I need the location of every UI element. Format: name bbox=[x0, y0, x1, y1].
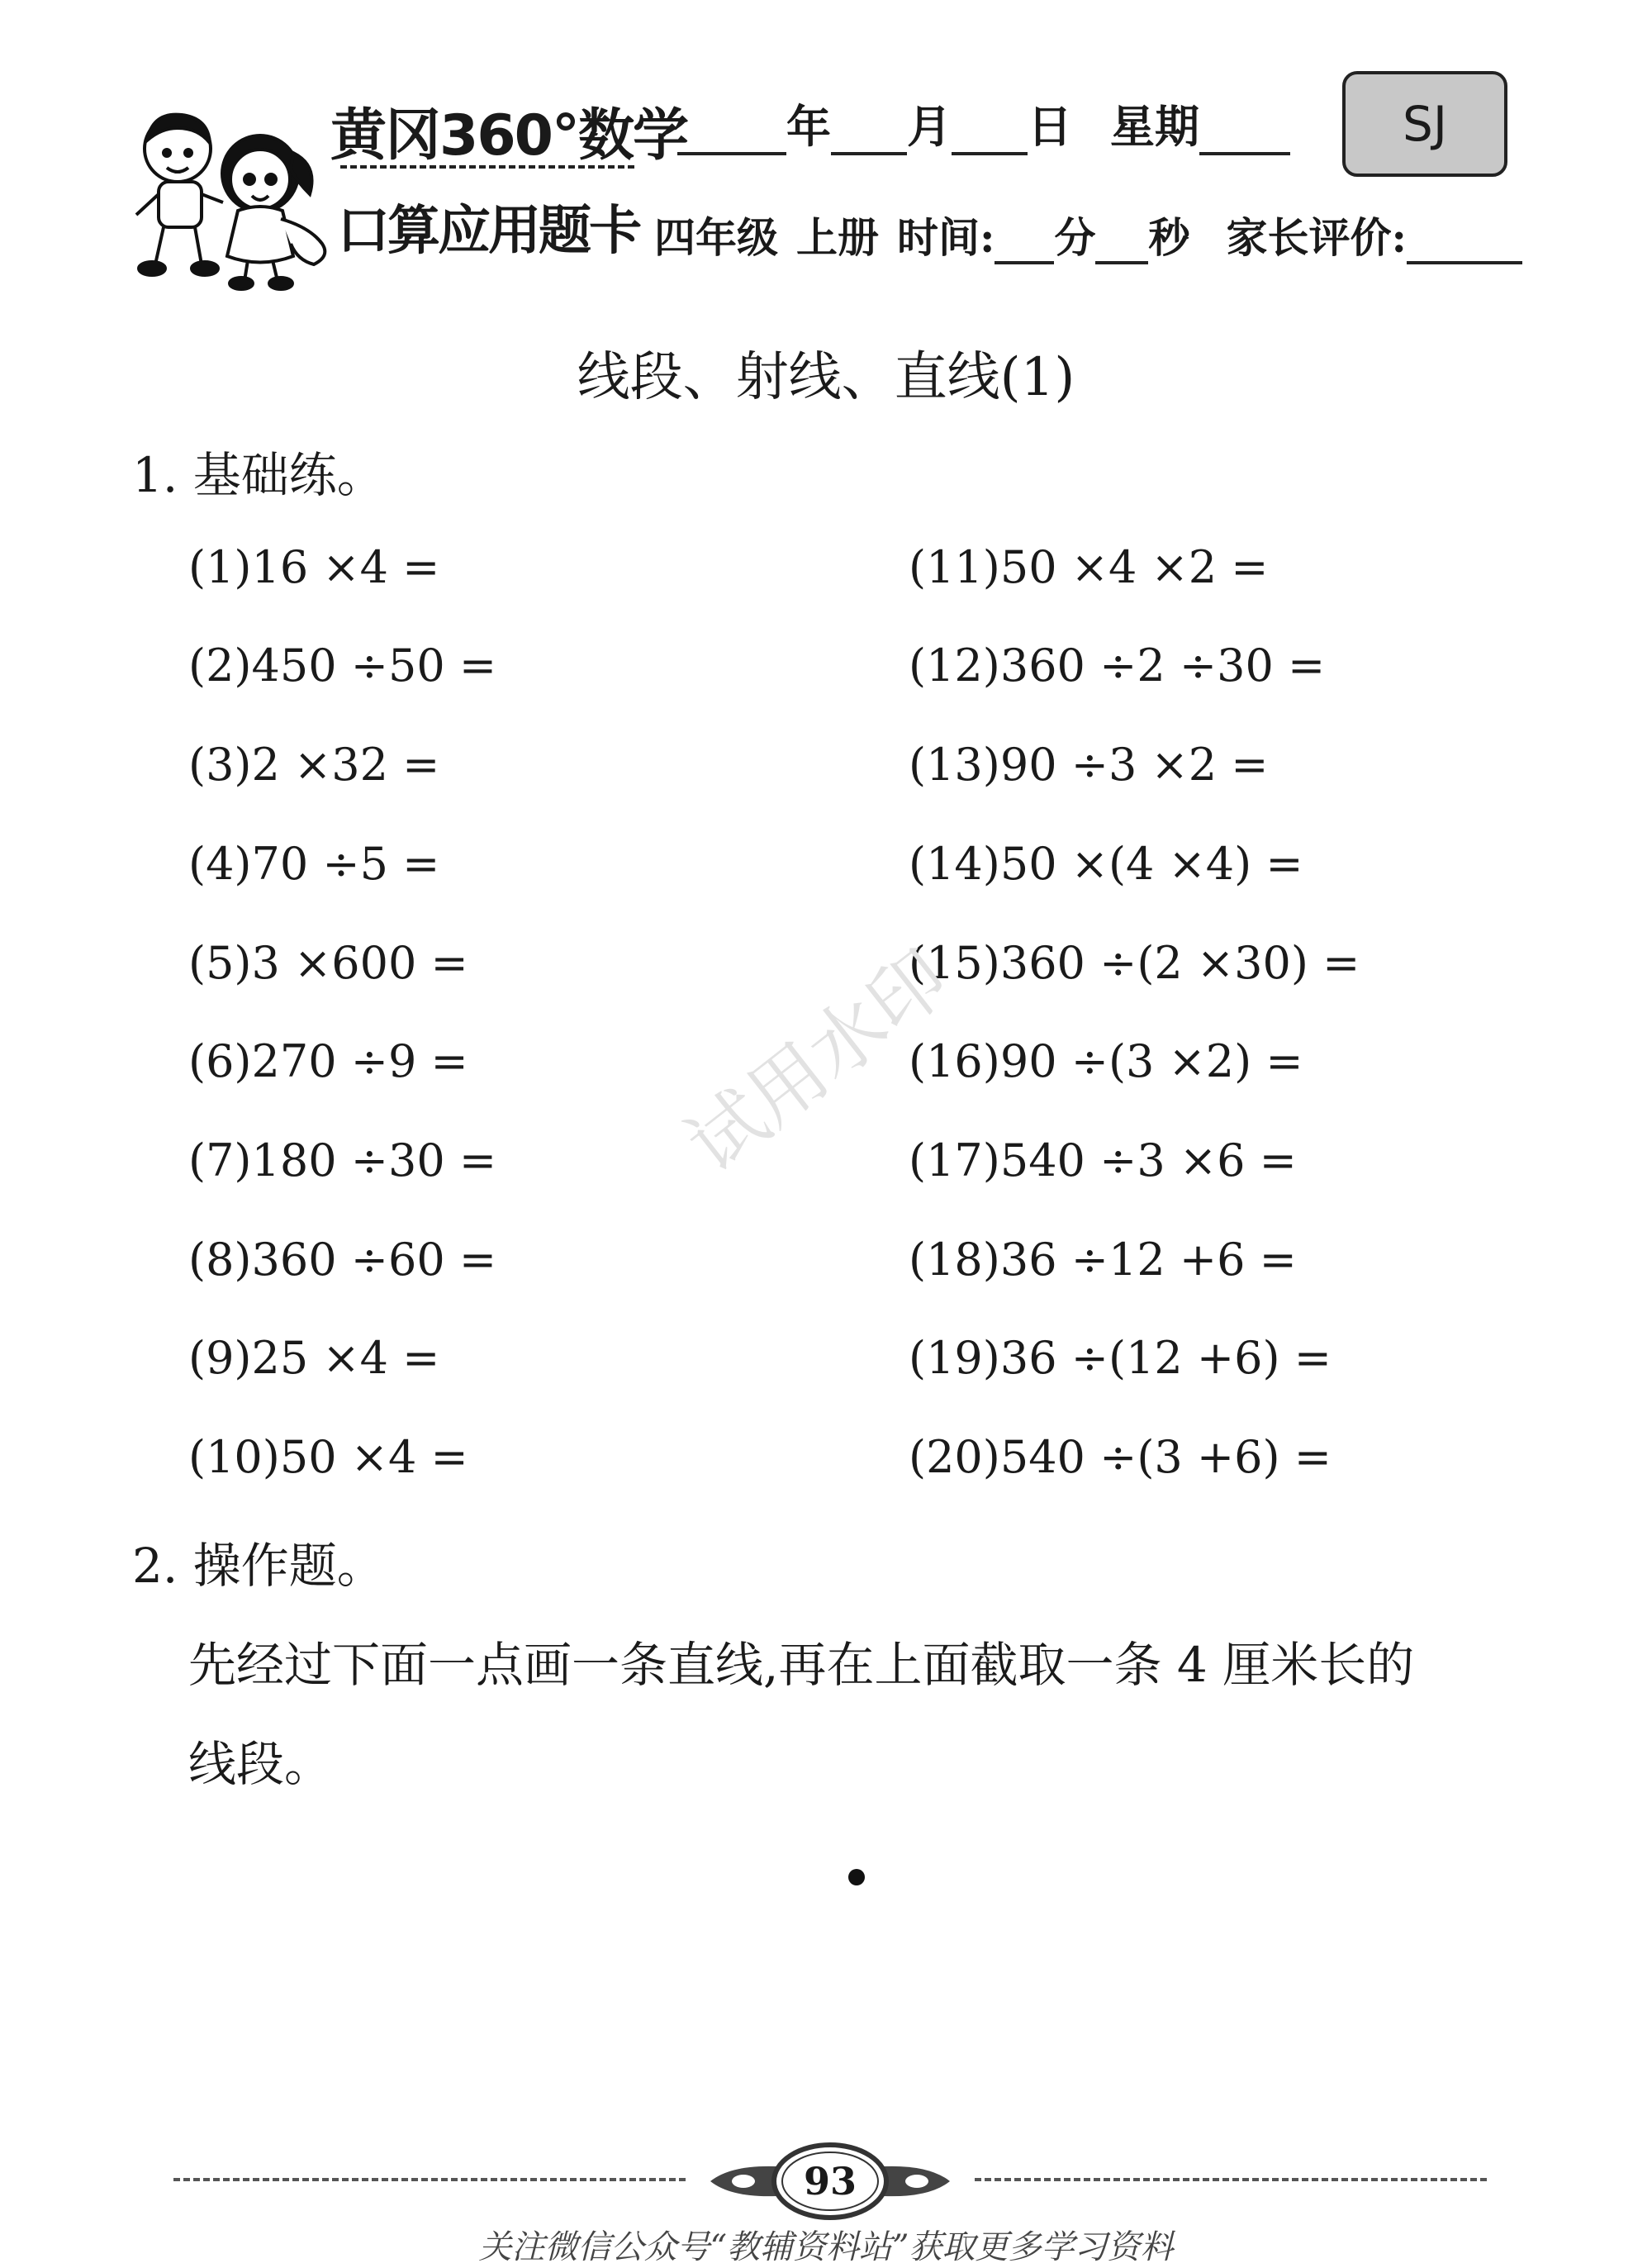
footer-rule-left bbox=[173, 2178, 686, 2181]
question-11: (11)50 ×4 ×2 = bbox=[909, 541, 1269, 593]
question-7: (7)180 ÷30 = bbox=[188, 1134, 497, 1186]
question-1: (1)16 ×4 = bbox=[188, 541, 440, 593]
volume-label: 上册 bbox=[796, 213, 879, 262]
question-16: (16)90 ÷(3 ×2) = bbox=[909, 1035, 1303, 1087]
reference-point bbox=[848, 1869, 865, 1885]
parent-eval-label: 家长评价: bbox=[1226, 213, 1407, 262]
kids-mascot-illustration bbox=[116, 103, 339, 293]
month-blank[interactable] bbox=[831, 106, 907, 155]
watermark: 试用水印 bbox=[671, 933, 966, 1191]
edition-badge: SJ bbox=[1342, 71, 1507, 177]
question-2: (2)450 ÷50 = bbox=[188, 640, 497, 692]
year-label: 年 bbox=[786, 100, 831, 153]
question-19: (19)36 ÷(12 +6) = bbox=[909, 1332, 1332, 1384]
year-blank[interactable] bbox=[677, 106, 786, 155]
question-8: (8)360 ÷60 = bbox=[188, 1234, 497, 1286]
question-3: (3)2 ×32 = bbox=[188, 739, 440, 791]
grade-label: 四年级 bbox=[654, 213, 778, 262]
question-9: (9)25 ×4 = bbox=[188, 1332, 440, 1384]
page-number: 93 bbox=[803, 2159, 857, 2204]
lesson-title: 线段、射线、直线(1) bbox=[577, 347, 1075, 408]
day-label: 日 bbox=[1028, 100, 1072, 153]
seconds-blank[interactable] bbox=[1095, 218, 1148, 264]
question-17: (17)540 ÷3 ×6 = bbox=[909, 1134, 1297, 1186]
question-15: (15)360 ÷(2 ×30) = bbox=[909, 937, 1360, 989]
question-6: (6)270 ÷9 = bbox=[188, 1035, 468, 1087]
brand-title: 黄冈360°数学 bbox=[330, 103, 687, 169]
weekday-blank[interactable] bbox=[1199, 106, 1290, 155]
weekday-label: 星期 bbox=[1110, 100, 1199, 153]
seconds-label: 秒 bbox=[1148, 213, 1190, 262]
question-5: (5)3 ×600 = bbox=[188, 937, 468, 989]
minutes-blank[interactable] bbox=[995, 218, 1054, 264]
brand-divider bbox=[340, 165, 634, 169]
question-14: (14)50 ×(4 ×4) = bbox=[909, 838, 1303, 890]
question-13: (13)90 ÷3 ×2 = bbox=[909, 739, 1269, 791]
question-10: (10)50 ×4 = bbox=[188, 1431, 468, 1483]
footer-rule-right bbox=[975, 2178, 1487, 2181]
month-label: 月 bbox=[907, 100, 952, 153]
section2-heading: 2. 操作题。 bbox=[132, 1538, 385, 1594]
question-12: (12)360 ÷2 ÷30 = bbox=[909, 640, 1326, 692]
info-fields bbox=[654, 207, 1522, 264]
section2-prompt-line2: 线段。 bbox=[188, 1736, 333, 1792]
section1-heading: 1. 基础练。 bbox=[132, 447, 385, 503]
time-label: 时间: bbox=[897, 213, 995, 262]
question-18: (18)36 ÷12 +6 = bbox=[909, 1234, 1297, 1286]
date-fields bbox=[677, 97, 1290, 155]
section2-prompt-line1: 先经过下面一点画一条直线,再在上面截取一条 4 厘米长的 bbox=[188, 1637, 1415, 1693]
question-4: (4)70 ÷5 = bbox=[188, 838, 440, 890]
brand-subtitle: 口算应用题卡 bbox=[337, 201, 639, 262]
parent-eval-blank[interactable] bbox=[1407, 218, 1522, 264]
question-20: (20)540 ÷(3 +6) = bbox=[909, 1431, 1332, 1483]
footer-note: 关注微信公众号“教辅资料站”获取更多学习资料 bbox=[478, 2228, 1174, 2266]
minutes-label: 分 bbox=[1054, 213, 1096, 262]
day-blank[interactable] bbox=[952, 106, 1028, 155]
